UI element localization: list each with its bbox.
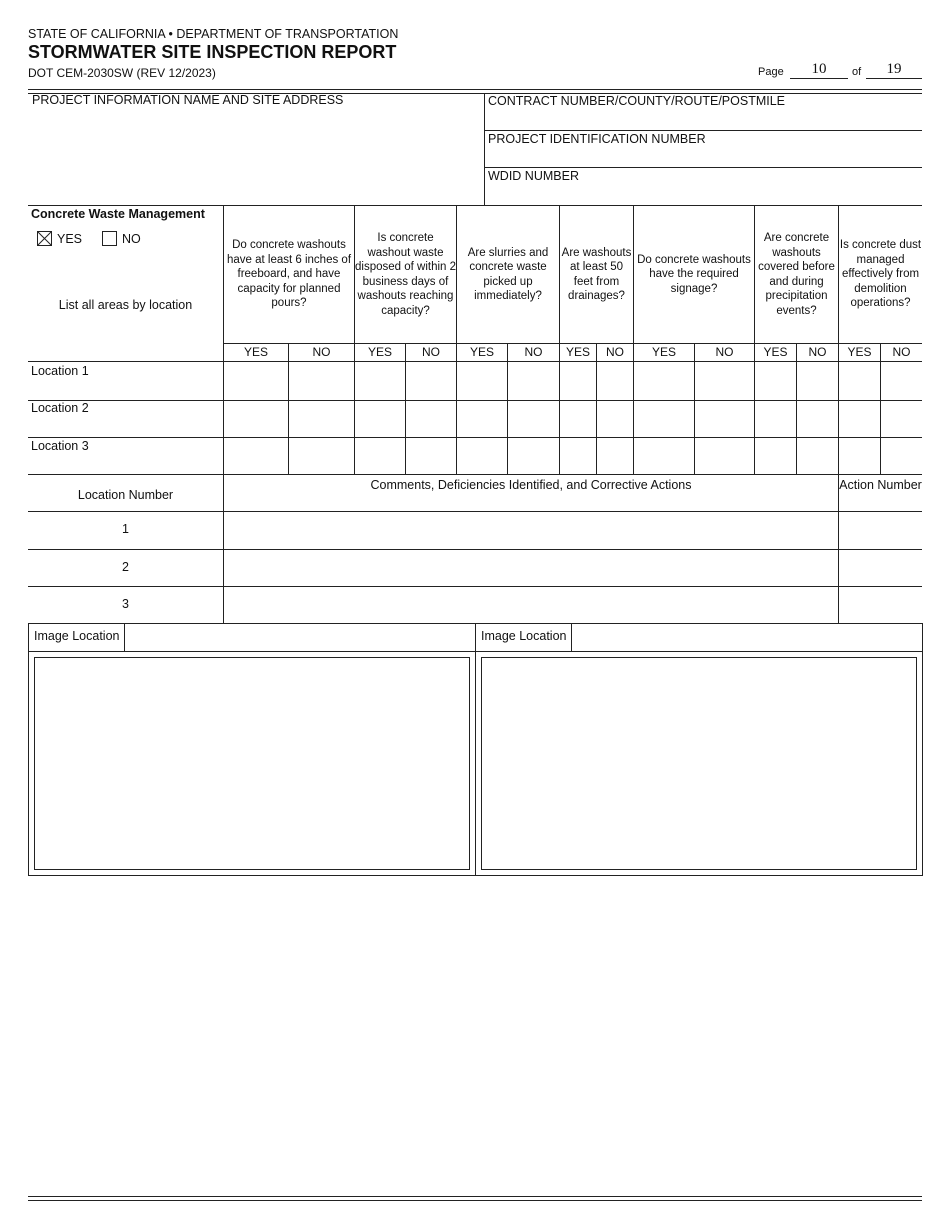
q4-no-header: NO (606, 345, 624, 359)
comments-header: Comments, Deficiencies Identified, and Corrective Actions (370, 478, 692, 492)
q6-yes-header: YES (763, 345, 788, 359)
q7-yes-header: YES (847, 345, 872, 359)
q5-no-header: NO (715, 345, 734, 359)
comment-row-1-number: 1 (122, 522, 129, 536)
comment-row-3-number: 3 (122, 597, 129, 611)
of-label: of (852, 66, 862, 78)
question-3: Are slurries and concrete waste picked up immediately? (467, 246, 549, 302)
q3-no-header: NO (524, 345, 543, 359)
location-number-header: Location Number (77, 488, 174, 502)
q6-no-header: NO (808, 345, 827, 359)
q1-yes-header: YES (243, 345, 268, 359)
action-number-header: Action Number (839, 478, 922, 492)
form-id: DOT CEM-2030SW (REV 12/2023) (28, 66, 216, 80)
question-2: Is concrete washout waste disposed of within 2 business days of washouts reaching capacity? (355, 232, 457, 317)
image-location-label-right: Image Location (481, 629, 567, 643)
check-x-icon (38, 232, 51, 245)
contract-number-label: CONTRACT NUMBER/COUNTY/ROUTE/POSTMILE (488, 94, 786, 108)
q5-yes-header: YES (651, 345, 676, 359)
question-1: Do concrete washouts have at least 6 inches of freeboard, and have capacity for planned pours? (226, 239, 352, 310)
list-areas-label: List all areas by location (58, 298, 193, 312)
location-1-label: Location 1 (31, 364, 89, 378)
location-2-label: Location 2 (31, 401, 89, 415)
no-checkbox[interactable] (102, 231, 117, 246)
yes-checkbox[interactable] (37, 231, 52, 246)
location-3-label: Location 3 (31, 439, 89, 453)
project-info-label: PROJECT INFORMATION NAME AND SITE ADDRESS (32, 93, 344, 107)
q1-no-header: NO (312, 345, 331, 359)
q4-yes-header: YES (565, 345, 590, 359)
q2-yes-header: YES (367, 345, 392, 359)
page-label: Page (758, 66, 784, 78)
yes-label: YES (57, 232, 83, 246)
comment-row-2-number: 2 (122, 560, 129, 574)
agency-line: STATE OF CALIFORNIA • DEPARTMENT OF TRANSPORTATION (28, 27, 399, 41)
project-id-label: PROJECT IDENTIFICATION NUMBER (488, 132, 706, 146)
page-number-field[interactable]: 10 (790, 61, 848, 79)
question-7: Is concrete dust managed effectively from demolition operations? (839, 239, 922, 310)
q3-yes-header: YES (469, 345, 494, 359)
section-title: Concrete Waste Management (31, 207, 205, 221)
question-4: Are washouts at least 50 feet from drainages? (561, 246, 632, 302)
image-area-left[interactable] (34, 657, 470, 870)
wdid-label: WDID NUMBER (488, 169, 579, 183)
question-6: Are concrete washouts covered before and during precipitation events? (758, 232, 835, 317)
image-location-label-left: Image Location (34, 629, 120, 643)
image-area-right[interactable] (481, 657, 917, 870)
page-total-field[interactable]: 19 (866, 61, 922, 79)
question-5: Do concrete washouts have the required signage? (637, 253, 751, 295)
form-title: STORMWATER SITE INSPECTION REPORT (28, 42, 397, 62)
q2-no-header: NO (422, 345, 440, 359)
q7-no-header: NO (892, 345, 911, 359)
no-label: NO (122, 232, 141, 246)
